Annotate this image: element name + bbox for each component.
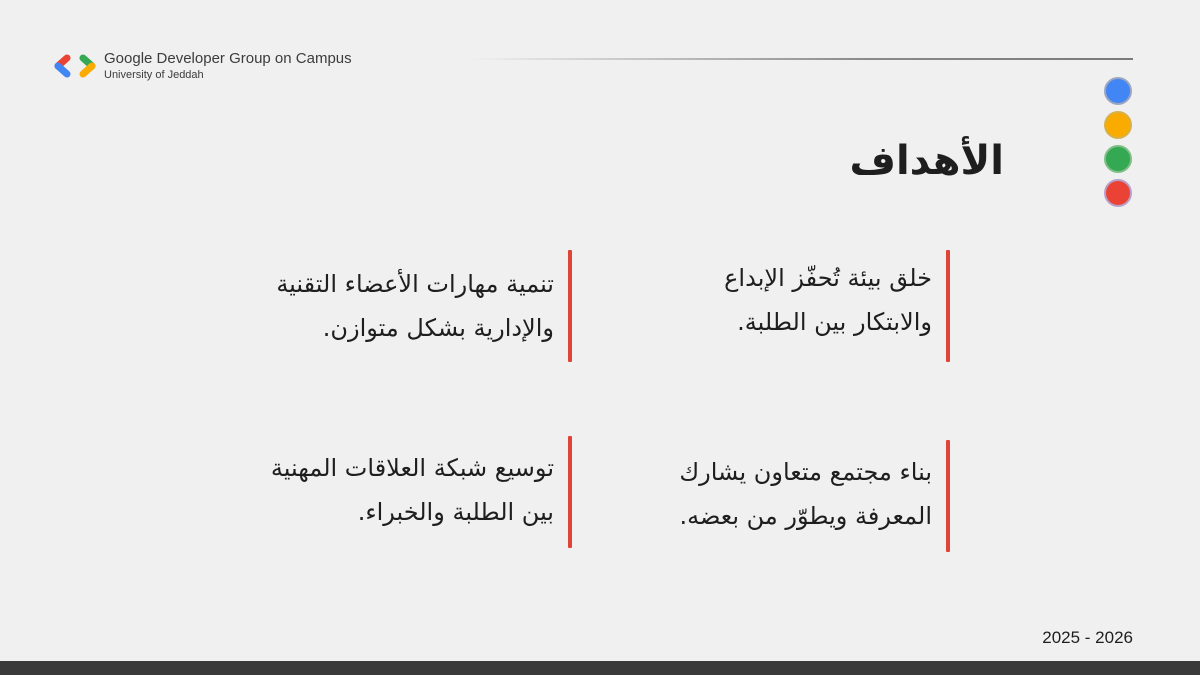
- org-text: [104, 50, 352, 82]
- bottom-bar: [0, 661, 1200, 675]
- brand-dots: [1104, 77, 1132, 213]
- goal-item: [242, 262, 572, 350]
- goal-text-line: بين الطلبة والخبراء.: [357, 498, 554, 526]
- goal-text-line: المعرفة ويطوّر من بعضه.: [679, 502, 932, 530]
- goal-item: [620, 256, 950, 344]
- org-name: Google Developer Group on Campus: [104, 50, 352, 67]
- goal-text-line: خلق بيئة تُحفّز الإبداع: [724, 264, 932, 292]
- goal-text-line: بناء مجتمع متعاون يشارك: [679, 458, 932, 486]
- academic-year: 2025 - 2026: [1042, 628, 1133, 647]
- red-dot: [1104, 179, 1132, 207]
- header-divider: [470, 58, 1133, 60]
- green-dot: [1104, 145, 1132, 173]
- goal-text-line: والإدارية بشكل متوازن.: [322, 314, 554, 342]
- goal-accent-bar: [946, 440, 950, 552]
- org-logo: [52, 50, 352, 82]
- blue-dot: [1104, 77, 1132, 105]
- goal-accent-bar: [568, 436, 572, 548]
- goal-item: [620, 450, 950, 538]
- university-name: University of Jeddah: [104, 69, 204, 81]
- goal-accent-bar: [946, 250, 950, 362]
- yellow-dot: [1104, 111, 1132, 139]
- goal-item: [242, 446, 572, 534]
- gdg-chevrons-icon: [52, 51, 98, 81]
- goal-text-line: والابتكار بين الطلبة.: [737, 308, 932, 336]
- goal-text-line: توسيع شبكة العلاقات المهنية: [270, 454, 554, 482]
- goal-accent-bar: [568, 250, 572, 362]
- goal-text-line: تنمية مهارات الأعضاء التقنية: [276, 270, 554, 298]
- page-title: الأهداف: [849, 138, 1004, 184]
